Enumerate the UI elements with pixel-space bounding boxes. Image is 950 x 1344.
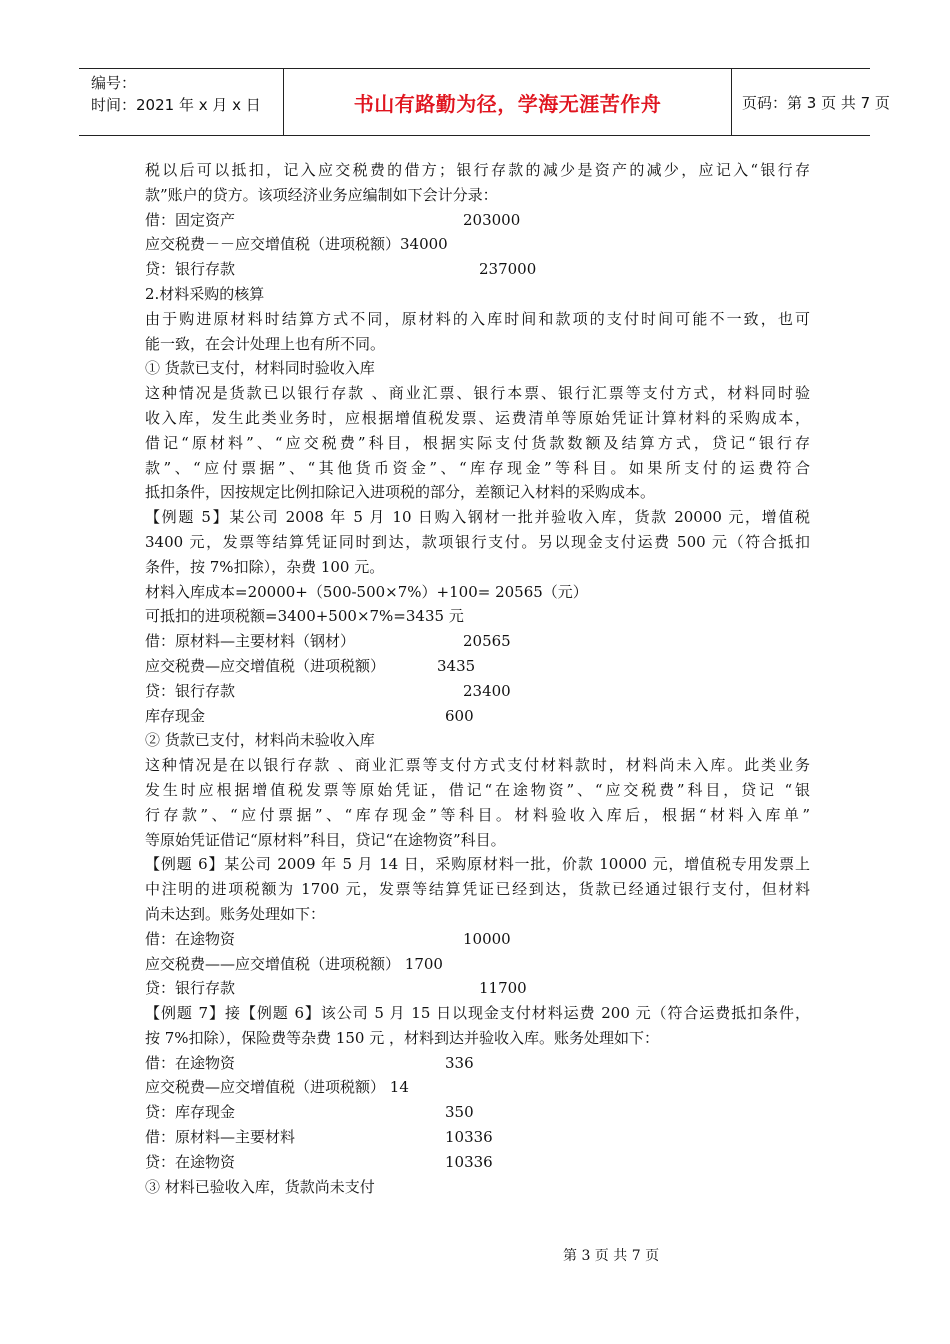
line-text: 可抵扣的进项税额=3400+500×7%=3435 元 (145, 607, 464, 626)
line-text: 款”、“应付票据”、“其他货币资金”、“库存现金”等科目。如果所支付的运费符合 (145, 458, 810, 477)
line-text: ② 货款已支付，材料尚未验收入库 (145, 731, 375, 750)
page-header (79, 68, 890, 136)
entry-amount: 203000 (463, 210, 521, 229)
text-line (145, 158, 810, 183)
line-text: ③ 材料已验收入库，货款尚未支付 (145, 1177, 375, 1196)
line-text: 应交税费——应交增值税（进项税额） 1700 (145, 954, 443, 973)
text-line (145, 530, 810, 555)
entry-amount: 20565 (463, 632, 511, 651)
text-line (145, 332, 810, 357)
line-text: 【例题 6】某公司 2009 年 5 月 14 日，采购原材料一批，价款 10000 元，增值税专用发票上 (145, 855, 810, 874)
line-text: 库存现金 (145, 706, 206, 725)
text-line (145, 1001, 810, 1026)
line-text: 发生时应根据增值税发票等原始凭证，借记“在途物资”、“应交税费”科目，贷记 “银 (145, 780, 810, 799)
line-text: 借：固定资产 (145, 210, 236, 229)
text-line (145, 778, 810, 803)
text-line (145, 852, 810, 877)
text-line (145, 1125, 810, 1150)
line-text: ① 货款已支付，材料同时验收入库 (145, 359, 375, 378)
line-text: 收入库，发生此类业务时，应根据增值税发票、运费清单等原始凭证计算材料的采购成本， (145, 408, 810, 427)
line-text: 由于购进原材料时结算方式不同，原材料的入库时间和款项的支付时间可能不一致，也可 (145, 309, 810, 328)
text-line (145, 456, 810, 481)
entry-amount: 350 (445, 1103, 474, 1122)
text-line (145, 803, 810, 828)
text-line (145, 927, 810, 952)
line-text: 应交税费—应交增值税（进项税额） 14 (145, 1078, 409, 1097)
header-page-info: 页码：第 3 页 共 7 页 (742, 93, 890, 112)
line-text: 借：原材料—主要材料（钢材） (145, 632, 356, 651)
text-line (145, 1175, 810, 1200)
document-body (145, 158, 810, 1199)
line-text: 借：原材料—主要材料 (145, 1128, 296, 1147)
text-line (145, 976, 810, 1001)
entry-amount: 10336 (445, 1128, 493, 1147)
header-meta (79, 69, 284, 135)
line-text: 抵扣条件，因按规定比例扣除记入进项税的部分，差额记入材料的采购成本。 (145, 483, 656, 502)
line-text: 等原始凭证借记“原材料”科目，贷记“在途物资”科目。 (145, 830, 506, 849)
entry-amount: 11700 (479, 979, 527, 998)
text-line (145, 406, 810, 431)
text-line (145, 753, 810, 778)
text-line (145, 183, 810, 208)
line-text: 贷：在途物资 (145, 1152, 236, 1171)
time-label: 时间：2021 年 x 月 x 日 (91, 96, 261, 114)
line-text: 贷：库存现金 (145, 1103, 236, 1122)
line-text: 这种情况是货款已以银行存款 、商业汇票、银行本票、银行汇票等支付方式，材料同时验 (145, 384, 810, 403)
text-line (145, 679, 810, 704)
text-line (145, 282, 810, 307)
line-text: 能一致，在会计处理上也有所不同。 (145, 334, 386, 353)
text-line (145, 629, 810, 654)
line-text: 贷：银行存款 (145, 681, 236, 700)
text-line (145, 1051, 810, 1076)
entry-amount: 3435 (437, 656, 476, 675)
line-text: 条件，按 7%扣除），杂费 100 元。 (145, 557, 385, 576)
text-line (145, 1075, 810, 1100)
header-motto: 书山有路勤为径，学海无涯苦作舟 (284, 69, 732, 135)
line-text: 按 7%扣除），保险费等杂费 150 元 ，材料到达并验收入库。账务处理如下： (145, 1028, 660, 1047)
footer-page-number: 第 3 页 共 7 页 (563, 1248, 660, 1264)
entry-amount: 237000 (479, 260, 537, 279)
entry-amount: 600 (445, 706, 474, 725)
line-text: 应交税费－－应交增值税（进项税额）34000 (145, 235, 448, 254)
line-text: 2.材料采购的核算 (145, 284, 265, 303)
line-text: 材料入库成本=20000+（500-500×7%）+100= 20565（元） (145, 582, 588, 601)
entry-amount: 10336 (445, 1152, 493, 1171)
text-line (145, 555, 810, 580)
line-text: 应交税费—应交增值税（进项税额） (145, 656, 386, 675)
line-text: 贷：银行存款 (145, 260, 236, 279)
line-text: 借：在途物资 (145, 929, 236, 948)
text-line (145, 902, 810, 927)
text-line (145, 208, 810, 233)
line-text: 这种情况是在以银行存款 、商业汇票等支付方式支付材料款时，材料尚未入库。此类业务 (145, 756, 810, 775)
line-text: 行存款”、“应付票据”、“库存现金”等科目。材料验收入库后，根据“材料入库单” (145, 805, 810, 824)
text-line (145, 1026, 810, 1051)
text-line (145, 877, 810, 902)
line-text: 税以后可以抵扣，记入应交税费的借方；银行存款的减少是资产的减少，应记入“银行存 (145, 161, 810, 179)
text-line (145, 952, 810, 977)
text-line (145, 1150, 810, 1175)
text-line (145, 232, 810, 257)
text-line (145, 356, 810, 381)
text-line (145, 704, 810, 729)
line-text: 【例题 5】某公司 2008 年 5 月 10 日购入钢材一批并验收入库，货款 20000 元，增值税 (145, 508, 810, 527)
entry-amount: 336 (445, 1053, 474, 1072)
text-line (145, 580, 810, 605)
text-line (145, 604, 810, 629)
entry-amount: 23400 (463, 681, 511, 700)
line-text: 尚未达到。账务处理如下： (145, 904, 326, 923)
text-line (145, 381, 810, 406)
text-line (145, 505, 810, 530)
entry-amount: 10000 (463, 929, 511, 948)
text-line (145, 480, 810, 505)
text-line (145, 654, 810, 679)
line-text: 借记“原材料”、“应交税费”科目，根据实际支付货款数额及结算方式，贷记“银行存 (145, 433, 810, 452)
text-line (145, 307, 810, 332)
text-line (145, 431, 810, 456)
text-line (145, 257, 810, 282)
line-text: 借：在途物资 (145, 1053, 236, 1072)
text-line (145, 728, 810, 753)
text-line (145, 828, 810, 853)
number-label: 编号： (91, 74, 137, 92)
line-text: 贷：银行存款 (145, 979, 236, 998)
line-text: 款”账户的贷方。该项经济业务应编制如下会计分录： (145, 185, 498, 204)
line-text: 【例题 7】接【例题 6】该公司 5 月 15 日以现金支付材料运费 200 元（符合运费抵扣条件， (145, 1004, 810, 1023)
line-text: 3400 元，发票等结算凭证同时到达，款项银行支付。另以现金支付运费 500 元（符合抵扣 (145, 532, 810, 551)
text-line (145, 1100, 810, 1125)
line-text: 中注明的进项税额为 1700 元，发票等结算凭证已经到达，货款已经通过银行支付，但材料 (145, 880, 810, 899)
